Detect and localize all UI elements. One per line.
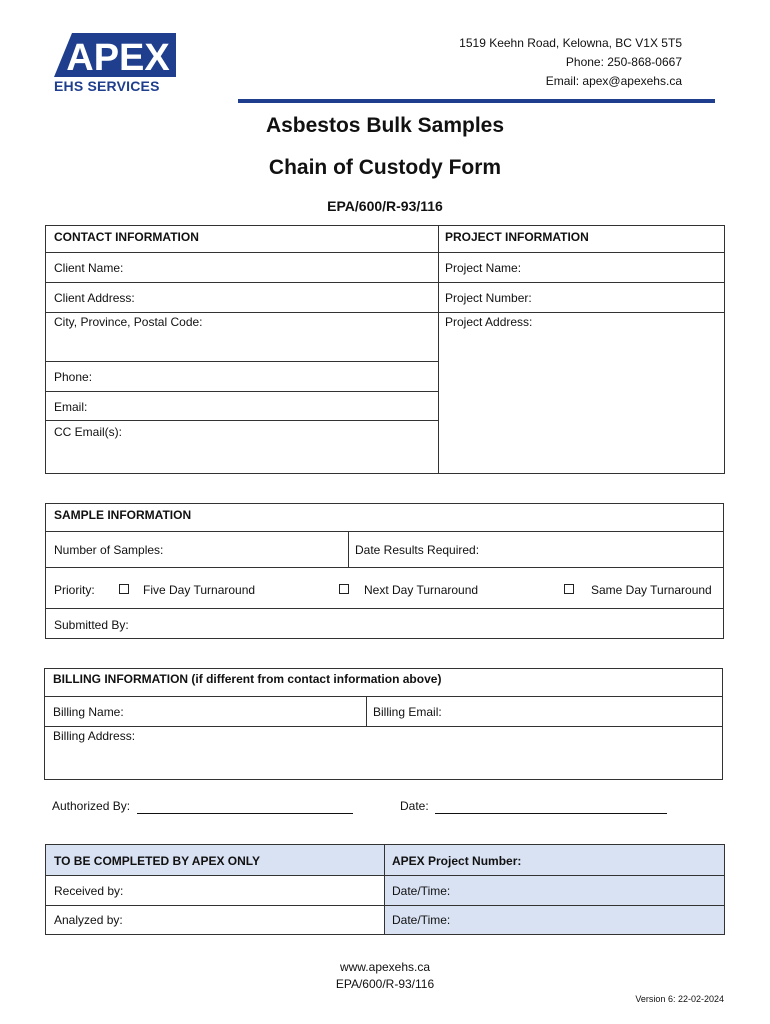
received-by-field[interactable]: Received by: (54, 884, 124, 898)
apex-heading: TO BE COMPLETED BY APEX ONLY (54, 854, 261, 868)
date-label: Date: (400, 799, 429, 813)
email-field[interactable]: Email: (54, 400, 88, 414)
header-divider (238, 99, 715, 103)
project-address-field[interactable]: Project Address: (445, 315, 533, 329)
analyzed-date-time-field[interactable]: Date/Time: (392, 913, 451, 927)
five-day-label: Five Day Turnaround (143, 583, 256, 597)
analyzed-by-field[interactable]: Analyzed by: (54, 913, 123, 927)
logo-text: APEX (66, 37, 170, 77)
contact-project-table (45, 225, 725, 474)
billing-address-field[interactable]: Billing Address: (53, 729, 136, 743)
billing-email-field[interactable]: Billing Email: (373, 705, 442, 719)
billing-info-table (44, 668, 723, 780)
sample-info-table (45, 503, 724, 639)
submitted-by-field[interactable]: Submitted By: (54, 618, 129, 632)
company-address: 1519 Keehn Road, Kelowna, BC V1X 5T5 (459, 36, 682, 50)
apex-logo (54, 33, 178, 95)
company-phone: Phone: 250-868-0667 (565, 55, 682, 69)
authorized-by-label: Authorized By: (52, 799, 131, 813)
number-of-samples-field[interactable]: Number of Samples: (54, 543, 164, 557)
next-day-label: Next Day Turnaround (364, 583, 479, 597)
apex-only-table (45, 844, 725, 935)
logo-subtitle: EHS SERVICES (54, 78, 160, 94)
received-date-time-field[interactable]: Date/Time: (392, 884, 451, 898)
same-day-label: Same Day Turnaround (591, 583, 712, 597)
next-day-checkbox[interactable] (339, 584, 349, 594)
contact-heading: CONTACT INFORMATION (54, 230, 199, 244)
form-code: EPA/600/R-93/116 (327, 198, 443, 214)
apex-logo-mark (54, 33, 176, 77)
billing-name-field[interactable]: Billing Name: (53, 705, 124, 719)
billing-heading: BILLING INFORMATION (if different from contact information above) (53, 672, 442, 686)
date-results-required-field[interactable]: Date Results Required: (355, 543, 480, 557)
footer-website[interactable]: www.apexehs.ca (339, 960, 431, 974)
project-name-field[interactable]: Project Name: (445, 261, 522, 275)
five-day-checkbox[interactable] (119, 584, 129, 594)
version-label: Version 6: 22-02-2024 (635, 994, 724, 1004)
form-title: Asbestos Bulk Samples (265, 114, 505, 137)
company-email: Email: apex@apexehs.ca (545, 74, 682, 88)
project-number-field[interactable]: Project Number: (445, 291, 532, 305)
date-line[interactable] (435, 813, 667, 814)
apex-project-number-field[interactable]: APEX Project Number: (392, 854, 522, 868)
phone-field[interactable]: Phone: (54, 370, 93, 384)
client-address-field[interactable]: Client Address: (54, 291, 135, 305)
project-heading: PROJECT INFORMATION (445, 230, 589, 244)
city-province-field[interactable]: City, Province, Postal Code: (54, 315, 203, 329)
sample-heading: SAMPLE INFORMATION (54, 508, 192, 522)
footer-code: EPA/600/R-93/116 (335, 977, 435, 991)
same-day-checkbox[interactable] (564, 584, 574, 594)
client-name-field[interactable]: Client Name: (54, 261, 124, 275)
form-subtitle: Chain of Custody Form (268, 156, 502, 179)
priority-label: Priority: (54, 583, 95, 597)
cc-email-field[interactable]: CC Email(s): (54, 425, 122, 439)
authorized-by-line[interactable] (137, 813, 353, 814)
company-address-block (459, 34, 682, 91)
